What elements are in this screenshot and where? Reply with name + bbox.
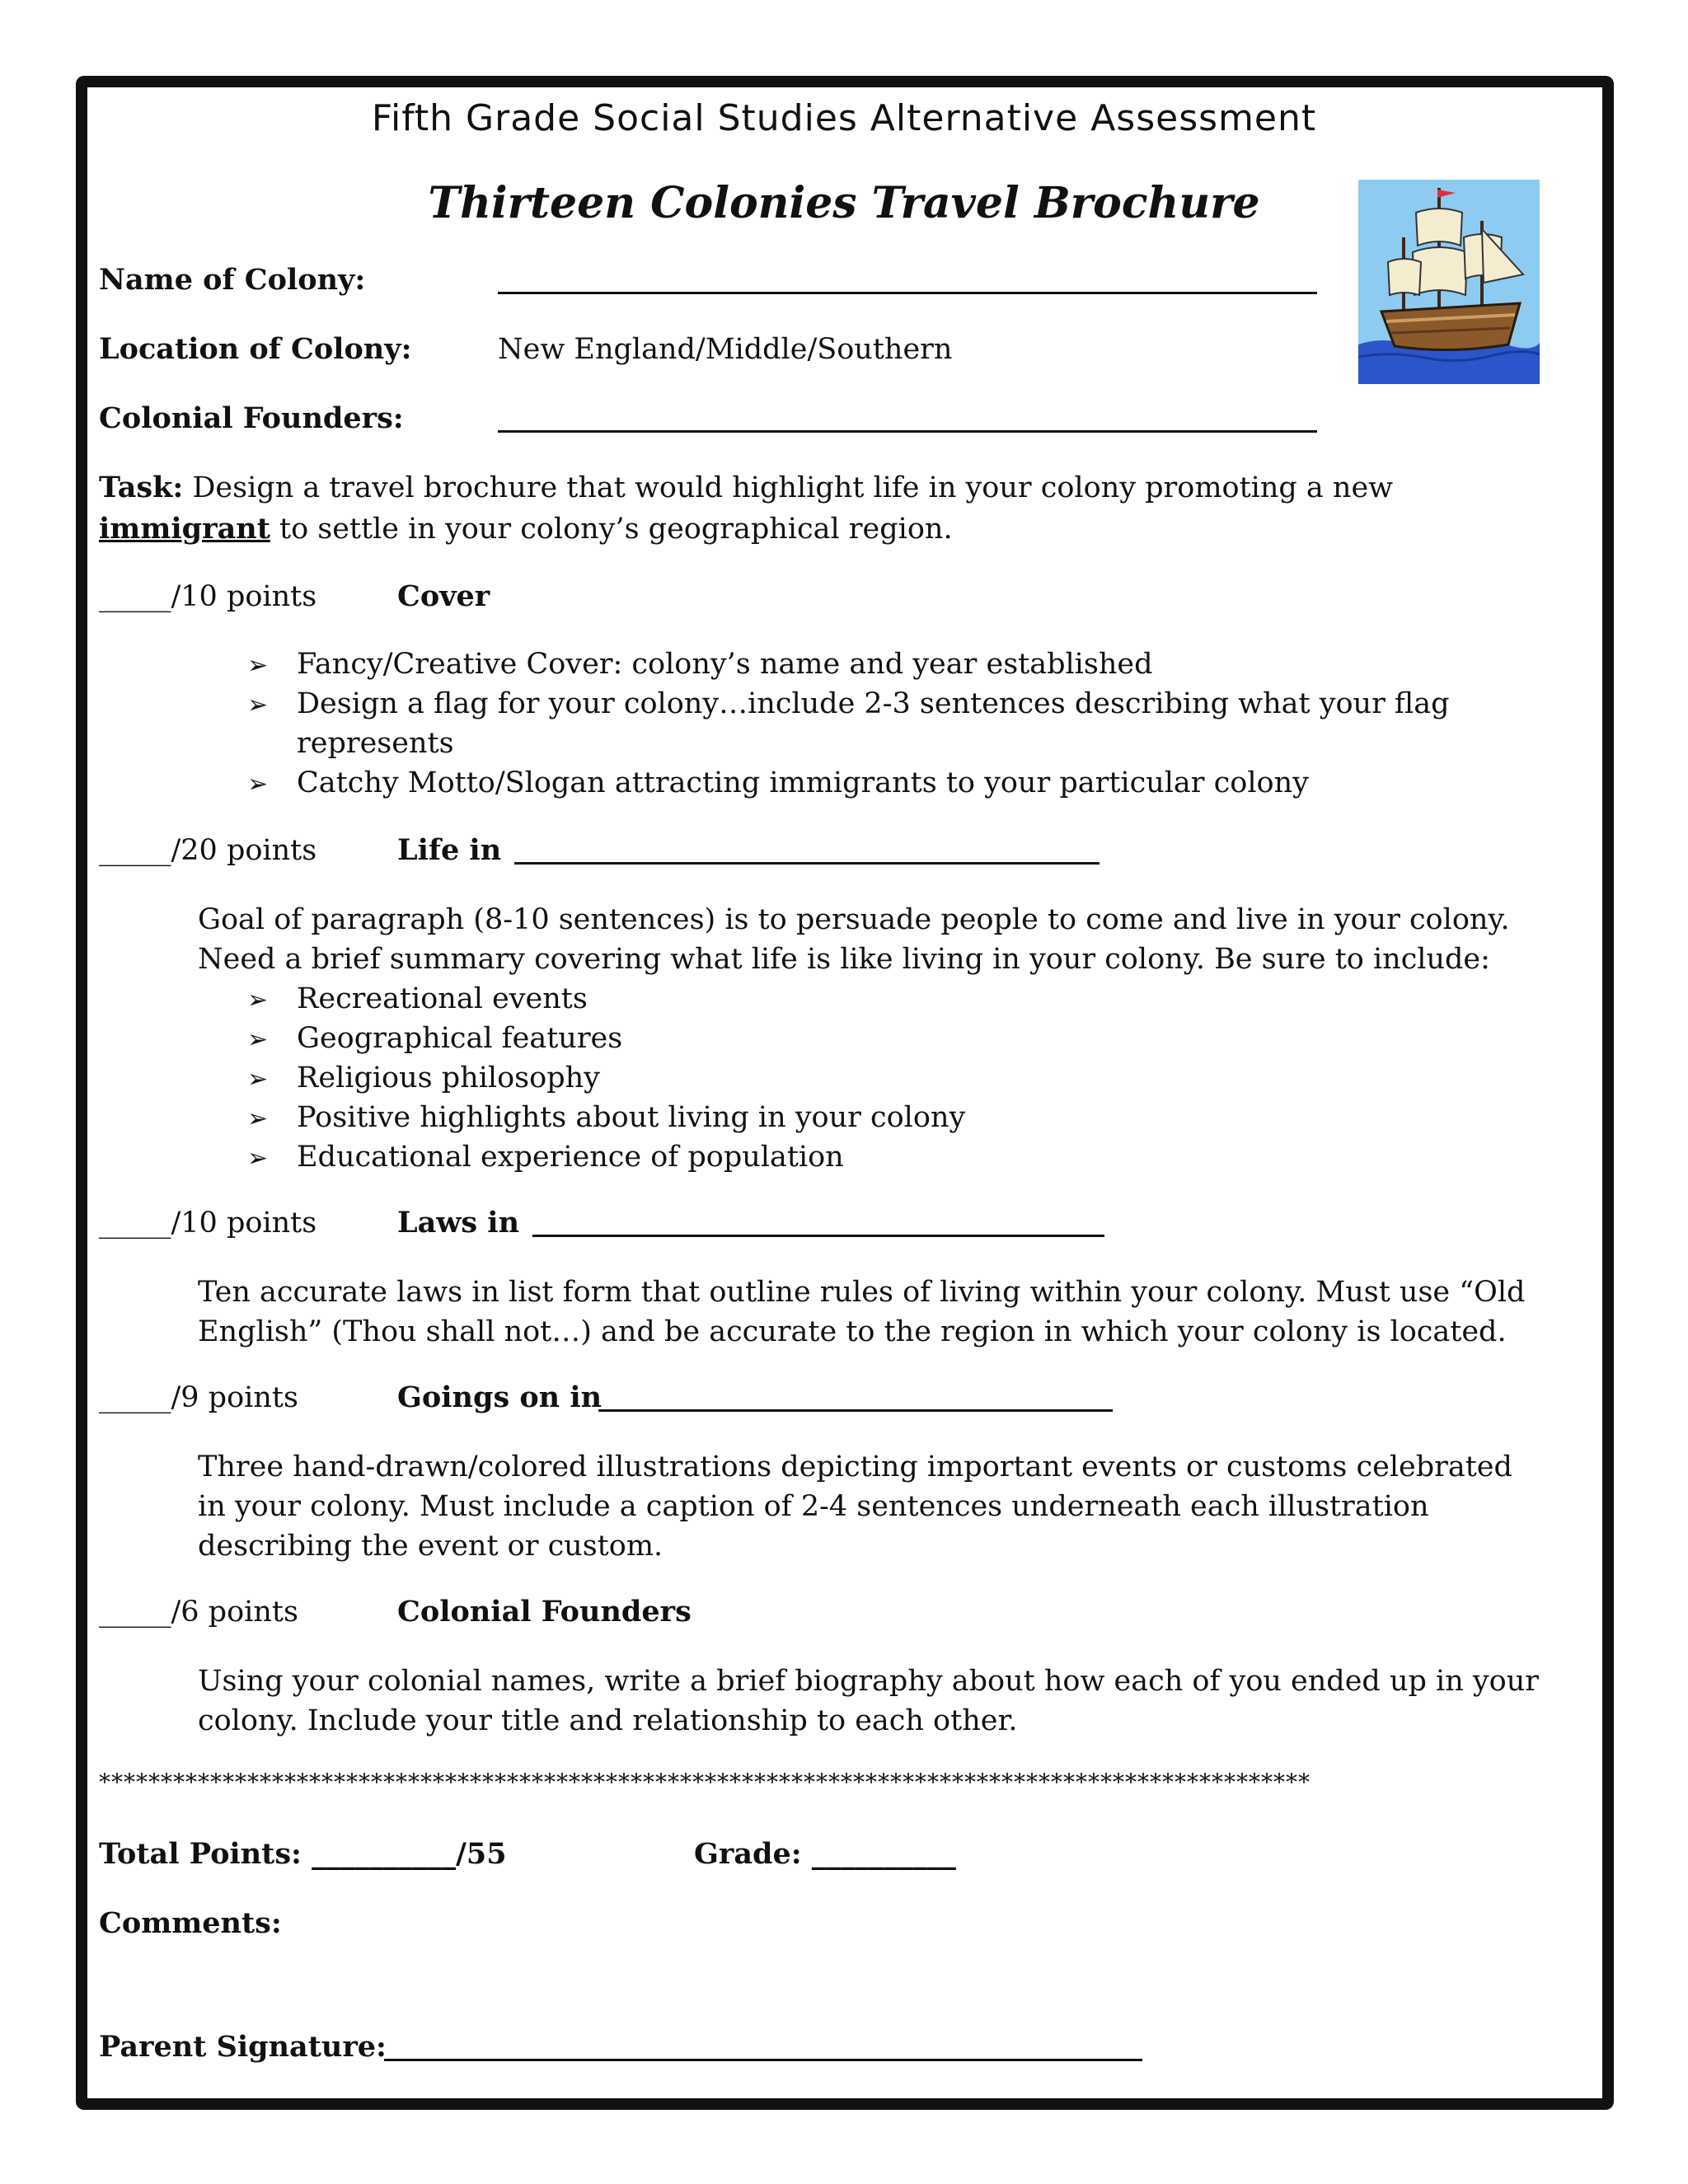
list-item: ➢ Design a flag for your colony…include 2-3 sentences describing what your flag (247, 684, 1450, 725)
laws-blank-line[interactable] (532, 1235, 1104, 1237)
task-label: Task: (99, 471, 184, 504)
separator-line: ************************************************************************************************** (99, 1769, 1311, 1796)
task-line-2 (99, 509, 953, 549)
arrow-bullet-icon: ➢ (247, 1065, 269, 1094)
cover-points: _____/10 points (99, 580, 317, 613)
life-blank-line[interactable] (514, 862, 1100, 865)
comments-label: Comments: (99, 1906, 282, 1940)
goings-text-3: describing the event or custom. (198, 1530, 663, 1563)
list-item: ➢ Educational experience of population (247, 1137, 844, 1179)
page-title: Thirteen Colonies Travel Brochure (428, 178, 1260, 228)
list-item: ➢ Positive highlights about living in your colony (247, 1098, 965, 1139)
list-item: ➢ Fancy/Creative Cover: colony’s name and year established (247, 644, 1153, 686)
life-points: _____/20 points (99, 834, 317, 867)
founders-points: _____/6 points (99, 1596, 298, 1629)
task-emphasis: immigrant (99, 512, 270, 546)
ship-illustration (1358, 180, 1540, 384)
task-text-1: Design a travel brochure that would highlight life in your colony promoting a new (183, 471, 1394, 504)
founders-text-2: colony. Include your title and relationship to each other. (198, 1704, 1018, 1737)
task-line-1 (99, 468, 1393, 508)
founders-heading: Colonial Founders (397, 1595, 692, 1629)
location-of-colony-value: New England/Middle/Southern (498, 333, 953, 366)
arrow-bullet-icon: ➢ (247, 770, 269, 799)
parent-signature-label: Parent Signature: (99, 2030, 387, 2064)
goings-blank-line[interactable] (598, 1409, 1113, 1412)
founders-text-1: Using your colonial names, write a brief biography about how each of you ended up in your (198, 1665, 1540, 1698)
list-item: ➢ Recreational events (247, 979, 588, 1020)
task-text-2: to settle in your colony’s geographical region. (270, 513, 953, 546)
arrow-bullet-icon: ➢ (247, 1144, 269, 1173)
parent-signature-line[interactable] (384, 2059, 1142, 2061)
list-item-continuation: represents (297, 727, 454, 760)
goings-text-2: in your colony. Must include a caption of 2-4 sentences underneath each illustration (198, 1490, 1429, 1523)
arrow-bullet-icon: ➢ (247, 651, 269, 680)
grade-label: Grade: __________ (694, 1837, 956, 1871)
arrow-bullet-icon: ➢ (247, 691, 269, 719)
laws-points: _____/10 points (99, 1207, 317, 1240)
name-of-colony-line[interactable] (498, 292, 1317, 294)
colonial-founders-label: Colonial Founders: (99, 401, 404, 435)
list-item: ➢ Religious philosophy (247, 1058, 600, 1099)
life-text-2: Need a brief summary covering what life is like living in your colony. Be sure to include: (198, 943, 1490, 976)
goings-text-1: Three hand-drawn/colored illustrations depicting important events or customs celebrated (198, 1451, 1512, 1483)
list-item: ➢ Geographical features (247, 1019, 622, 1060)
arrow-bullet-icon: ➢ (247, 1104, 269, 1133)
arrow-bullet-icon: ➢ (247, 1025, 269, 1054)
goings-points: _____/9 points (99, 1381, 298, 1414)
laws-text-1: Ten accurate laws in list form that outline rules of living within your colony. Must use “Old (198, 1276, 1526, 1309)
total-points-label: Total Points: __________/55 (99, 1837, 507, 1871)
laws-text-2: English” (Thou shall not…) and be accurate to the region in which your colony is located. (198, 1315, 1507, 1348)
name-of-colony-label: Name of Colony: (99, 263, 366, 297)
life-heading: Life in (397, 833, 502, 867)
arrow-bullet-icon: ➢ (247, 986, 269, 1015)
goings-heading: Goings on in (397, 1380, 603, 1414)
life-text-1: Goal of paragraph (8-10 sentences) is to persuade people to come and live in your colony. (198, 903, 1510, 936)
laws-heading: Laws in (397, 1206, 520, 1240)
page-header: Fifth Grade Social Studies Alternative Assessment (371, 97, 1317, 139)
list-item: ➢ Catchy Motto/Slogan attracting immigrants to your particular colony (247, 763, 1309, 804)
location-of-colony-label: Location of Colony: (99, 332, 412, 366)
colonial-founders-line[interactable] (498, 430, 1317, 433)
cover-heading: Cover (397, 579, 490, 613)
